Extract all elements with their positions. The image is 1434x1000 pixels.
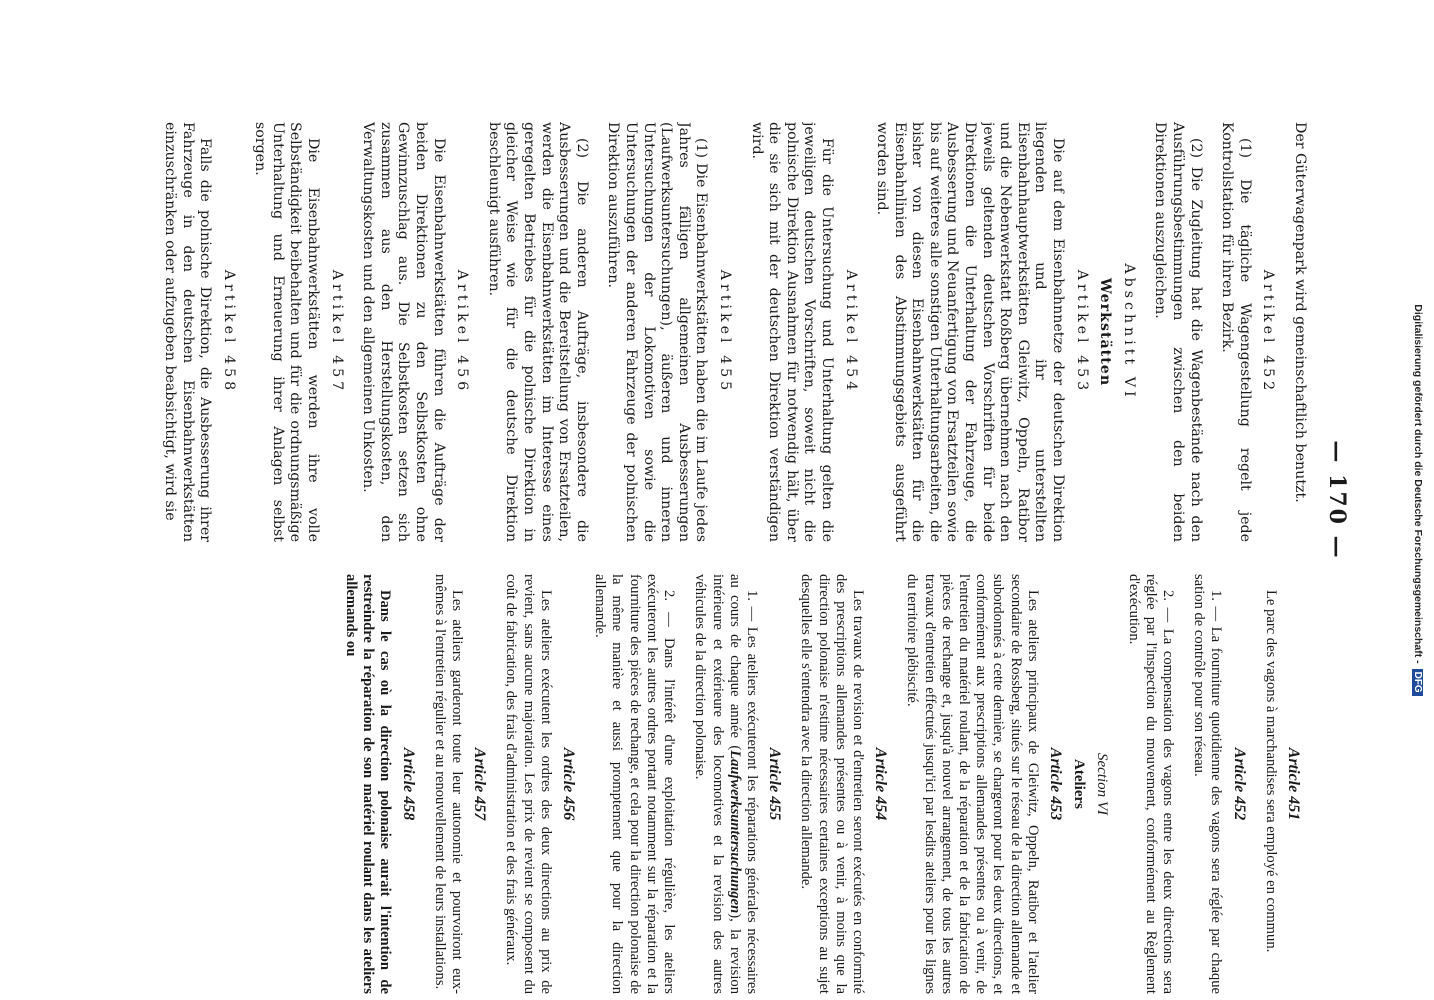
german-article-454-heading: Artikel 454 xyxy=(842,269,859,395)
french-article-454-para-1: Les travaux de revision et d'entretien seront exécutés en conformité des prescriptions allemandes présentes ou à venir, à moins que la direction polonaise n'estime nécessaires certaines exceptions au sujet desquelles elle s'entendra avec la direction allemande. xyxy=(798,574,866,994)
german-article-455-para-2: (2) Die anderen Aufträge, insbesondere die Ausbesserungen und die Bereitstellung von Ersatzteilen, werden die Eisenbahnwerkstätten im Interesse eines geregelten Betriebes für die polnische Direktion in gleicher Weise wie für die deutsche Direktion beschleunigt ausführen. xyxy=(485,122,590,542)
french-article-451-heading: Article 451 xyxy=(1285,747,1302,821)
german-article-455-para-1: (1) Die Eisenbahnwerkstätten haben die im Laufe jedes Jahres fälligen allgemeinen Ausbesserungen (Laufwerksuntersuchungen), äußeren und inneren Untersuchungen der Lokomotiven sowie die Untersuchungen der anderen Fahrzeuge der polnischen Direktion auszuführen. xyxy=(605,122,710,542)
french-article-452-heading: Article 452 xyxy=(1230,747,1248,821)
french-column xyxy=(48,574,1308,994)
german-article-457-para-1: Die Eisenbahnwerkstätten werden ihre volle Selbständigkeit beibehalten und für die ordnungsmäßige Unterhaltung und Erneuerung ihrer Anlagen selbst sorgen. xyxy=(252,122,322,542)
french-article-458-heading: Article 458 xyxy=(399,747,417,821)
french-article-453-para-1: Les ateliers principaux de Gleiwitz, Oppeln, Ratibor et l'atelier secondaire de Rossberg, situés sur le réseau de la direction allemande et subordonnés à cette dernière, se chargeront pour les deux directions, et conformément aux prescriptions allemandes présentes ou à venir, de l'entretien du matériel roulant, de la réparation et de la fabrication de pièces de rechange et, jusqu'à nouvel arrangement, de tous les autres travaux d'entretien effectués jusqu'ici par lesdits ateliers pour les lignes du territoire plébiscité. xyxy=(904,574,1041,994)
french-article-455-para-1 xyxy=(691,574,760,994)
french-article-455-heading: Article 455 xyxy=(766,747,784,821)
digitization-credit xyxy=(1412,0,1424,1000)
french-article-457-heading: Article 457 xyxy=(471,747,489,821)
german-article-457-heading: Artikel 457 xyxy=(328,269,345,395)
german-article-452-heading: Artikel 452 xyxy=(1260,269,1277,395)
german-section-label: Abschnitt VI xyxy=(1120,263,1137,401)
german-article-453-para-1: Die auf dem Eisenbahnnetze der deutschen Direktion liegenden und ihr unterstellten Eisenbahnhauptwerkstätten Gleiwitz, Oppeln, Ratibor und die Nebenwerkstatt Roßberg übernehmen nach den jeweils geltenden deutschen Vorschriften für beide Direktionen die Unterhaltung der Fahrzeuge, die Ausbesserung und Neuanfertigung von Ersatzteilen sowie bis auf weiteres alle sonstigen Unterhaltungsarbeiten, die bisher von diesen Eisenbahnwerkstätten für die Eisenbahnlinien des Abstimmungsgebiets ausgeführt worden sind. xyxy=(874,122,1067,542)
french-article-457-para-1: Les ateliers garderont toute leur autonomie et pourvoiront eux-mêmes à l'entretien régulier et au renouvellement de leurs installations. xyxy=(431,574,466,994)
french-article-458-para-1: Dans le cas où la direction polonaise aurait l'intention de restreindre la réparation de son matériel roulant dans les ateliers allemands ou xyxy=(343,574,394,994)
german-intro: Der Güterwagenpark wird gemeinschaftlich benutzt. xyxy=(1292,122,1308,503)
german-section-title: Werkstätten xyxy=(1097,277,1114,387)
french-article-455-para-2: 2. — Dans l'intérêt d'une exploitation régulière, les ateliers exécuteront les autres ordres portant notamment sur la réparation et la fourniture des pièces de rechange, et cela pour la direction polonaise de la même manière et aussi promptement que pour la direction allemande. xyxy=(592,574,678,994)
french-article-451-para-1: Le parc des vagons à marchandises sera employé en commun. xyxy=(1262,590,1279,953)
french-article-453-heading: Article 453 xyxy=(1046,747,1064,821)
german-article-458-para-1: Falls die polnische Direktion, die Ausbesserung ihrer Fahrzeuge in den deutschen Eisenbahnwerkstätten einzuschränken oder aufzugeben beabsichtigt, wird sie xyxy=(161,122,214,542)
french-article-455-para-1-start: 1. — Les ateliers exécuteront les réparations générales nécessaires au cours de chaque année ( xyxy=(726,574,760,994)
german-article-452-para-1: (1) Die tägliche Wagengestellung regelt jede Kontrollstation für ihren Bezirk. xyxy=(1219,122,1253,542)
french-article-454-heading: Article 454 xyxy=(872,747,890,821)
page-number: — 170 — xyxy=(1324,440,1350,560)
german-article-453-heading: Artikel 453 xyxy=(1073,269,1090,395)
french-article-452-para-2: 2. — La compensation des vagons entre les deux directions sera réglée par l'inspection du mouvement, conformément au Règlement d'exécution. xyxy=(1125,574,1176,994)
german-article-458-heading: Artikel 458 xyxy=(220,269,237,395)
german-column xyxy=(48,122,1308,542)
french-article-456-heading: Article 456 xyxy=(560,747,578,821)
dfg-logo: DFG xyxy=(1412,669,1423,696)
french-article-456-para-1: Les ateliers exécutent les ordres des deux directions au prix de revient, sans aucune majoration. Les prix de revient se composent du coût de fabrication, des frais d'administration et des frais généraux. xyxy=(503,574,554,994)
german-article-456-para-1: Die Eisenbahnwerkstätten führen die Aufträge der beiden Direktionen zu den Selbstkosten ohne Gewinnzuschlag aus. Die Selbstkosten setzen sich zusammen aus den Herstellungskosten, den Verwaltungskosten und den allgemeinen Unkosten. xyxy=(360,122,447,542)
credit-text: Digitalisierung gefördert durch die Deutsche Forschungsgemeinschaft - xyxy=(1412,304,1424,664)
french-article-452-para-1: 1. — La fourniture quotidienne des vagons sera réglée par chaque sation de contrôle pour son réseau. xyxy=(1191,574,1225,994)
french-section-label: Section VI xyxy=(1094,752,1111,816)
german-article-452-para-2: (2) Die Zugleitung hat die Wagenbestände nach den Ausführungsbestimmungen zwischen den beiden Direktionen auszugleichen. xyxy=(1152,122,1204,542)
german-article-454-para-1: Für die Untersuchung und Unterhaltung gelten die jeweiligen deutschen Vorschriften, soweit nicht die polnische Direktion Ausnahmen für notwendig hält, über die sie sich mit der deutschen Direktion verständigen wird. xyxy=(748,122,835,542)
french-article-455-german-term: Laufwerksuntersuchungen xyxy=(726,750,743,914)
french-article-455-para-1-end: ), la revision intérieure et extérieure des locomotives et la revision des autres véhicules de la direction polonaise. xyxy=(692,574,743,994)
german-article-456-heading: Artikel 456 xyxy=(454,269,471,395)
german-article-455-heading: Artikel 455 xyxy=(716,269,733,395)
french-section-title: Ateliers xyxy=(1071,759,1088,809)
